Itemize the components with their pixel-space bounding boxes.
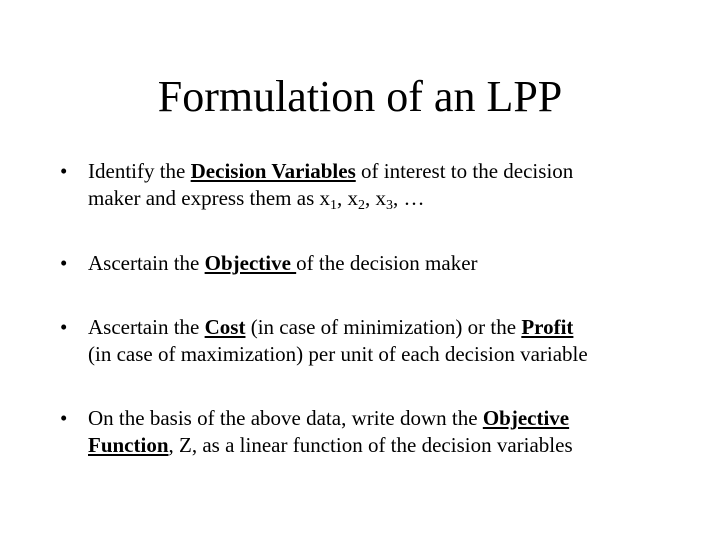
bullet-text: Identify the bbox=[88, 159, 191, 183]
emphasis-objective: Objective bbox=[482, 406, 570, 430]
bullet-text: , x bbox=[337, 186, 359, 210]
bullet-text: of interest to the decision bbox=[355, 159, 574, 183]
emphasis-profit: Profit bbox=[521, 315, 574, 339]
bullet-dot-icon: • bbox=[60, 406, 68, 430]
bullet-line bbox=[88, 314, 678, 341]
bullet-text: (in case of minimization) or the bbox=[245, 315, 522, 339]
subscript: 2 bbox=[358, 198, 366, 213]
bullet-line bbox=[88, 158, 678, 185]
bullet-line bbox=[88, 250, 678, 277]
bullet-text: , Z, as a linear function of the decision variables bbox=[168, 433, 573, 457]
emphasis-cost: Cost bbox=[204, 315, 246, 339]
bullet-text: Ascertain the bbox=[88, 315, 205, 339]
slide-title: Formulation of an LPP bbox=[157, 72, 563, 121]
bullet-objective bbox=[58, 250, 678, 277]
bullet-line bbox=[88, 432, 678, 459]
bullet-text: Ascertain the bbox=[88, 251, 205, 275]
bullet-text: of the decision maker bbox=[296, 251, 478, 275]
bullet-list bbox=[58, 156, 678, 459]
bullet-text: maker and express them as x bbox=[88, 186, 331, 210]
bullet-cost-profit bbox=[58, 314, 678, 368]
bullet-decision-variables bbox=[58, 158, 678, 212]
emphasis-objective: Objective bbox=[204, 251, 297, 275]
subscript: 3 bbox=[386, 198, 394, 213]
bullet-line: (in case of maximization) per unit of each decision variable bbox=[88, 342, 588, 366]
bullet-text: , … bbox=[393, 186, 425, 210]
bullet-text: On the basis of the above data, write down the bbox=[88, 406, 483, 430]
bullet-line bbox=[88, 185, 678, 212]
bullet-dot-icon: • bbox=[60, 159, 68, 183]
emphasis-decision-variables: Decision Variables bbox=[190, 159, 356, 183]
subscript: 1 bbox=[330, 198, 338, 213]
bullet-text: , x bbox=[365, 186, 387, 210]
bullet-dot-icon: • bbox=[60, 251, 68, 275]
bullet-line bbox=[88, 405, 678, 432]
bullet-dot-icon: • bbox=[60, 315, 68, 339]
emphasis-function: Function bbox=[88, 433, 169, 457]
bullet-objective-function bbox=[58, 405, 678, 459]
